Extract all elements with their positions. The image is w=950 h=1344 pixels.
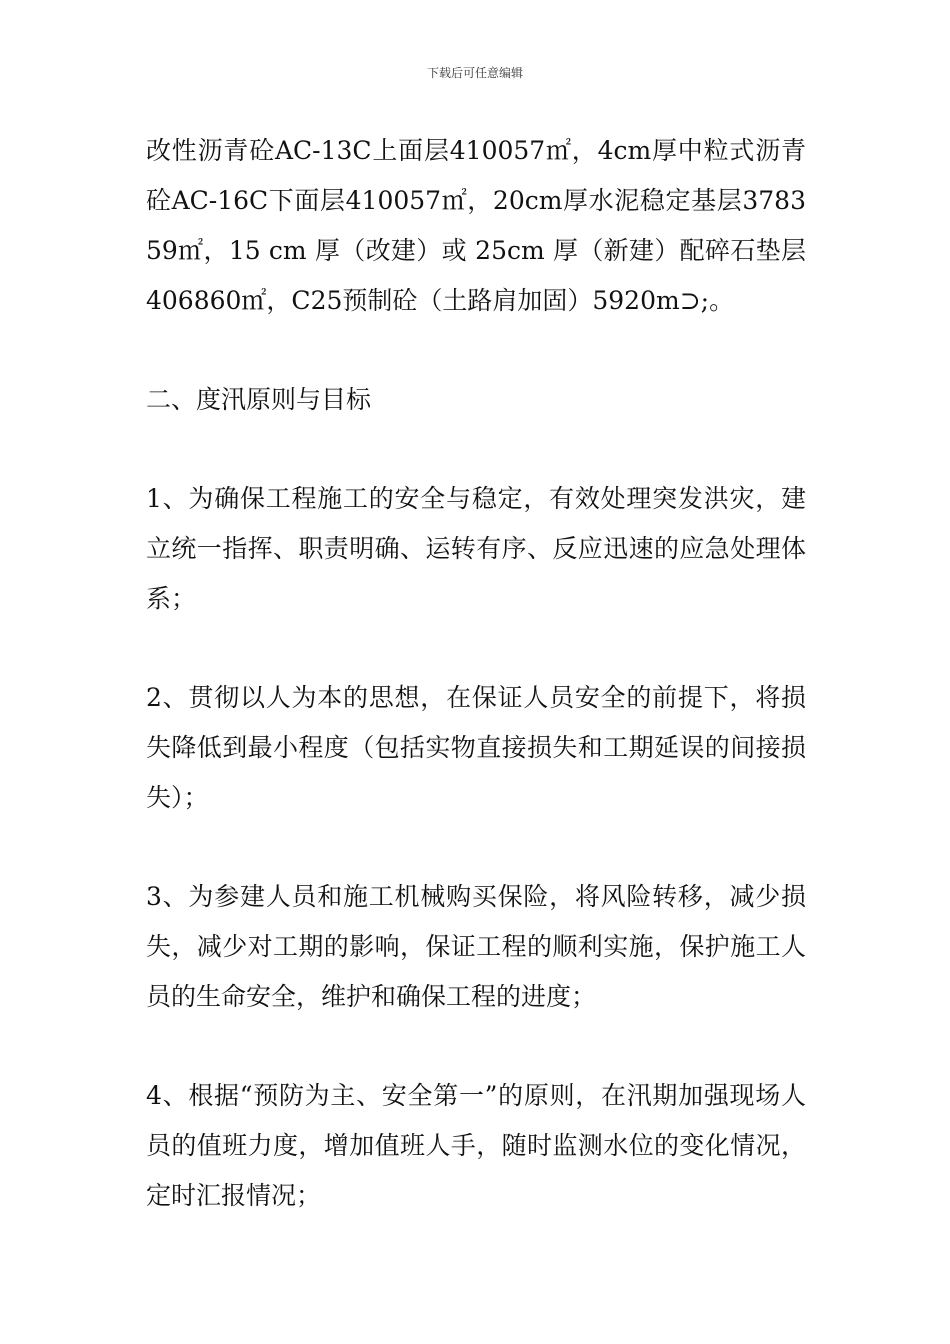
list-item: 3、为参建人员和施工机械购买保险，将风险转移，减少损失，减少对工期的影响，保证工程的顺利实施，保护施工人员的生命安全，维护和确保工程的进度； [146, 882, 806, 1011]
list-item: 2、贯彻以人为本的思想，在保证人员安全的前提下，将损失降低到最小程度（包括实物直接损失和工期延误的间接损失）； [146, 683, 806, 812]
paragraph-gap [146, 1022, 806, 1071]
list-item: 4、根据“预防为主、安全第一”的原则，在汛期加强现场人员的值班力度，增加值班人手，随时监测水位的变化情况，定时汇报情况； [146, 1081, 806, 1210]
section-title: 二、度汛原则与目标 [146, 385, 372, 414]
paragraph-gap [146, 425, 806, 474]
intro-paragraph: 改性沥青砼AC-13C上面层410057㎡，4cm厚中粒式沥青砼AC-16C下面层410057㎡，20cm厚水泥稳定基层378359㎡，15 cm 厚（改建）或 25cm 厚（新建）配碎石垫层406860㎡，C25预制砼（土路肩加固）5920m⊃;。 [146, 136, 806, 315]
paragraph-gap [146, 624, 806, 673]
paragraph-gap [146, 823, 806, 872]
paragraph-gap [146, 326, 806, 375]
page-header-note: 下载后可任意编辑 [426, 66, 523, 80]
list-item: 1、为确保工程施工的安全与稳定，有效处理突发洪灾，建立统一指挥、职责明确、运转有序、反应迅速的应急处理体系； [146, 484, 806, 613]
document-body [146, 126, 806, 1221]
